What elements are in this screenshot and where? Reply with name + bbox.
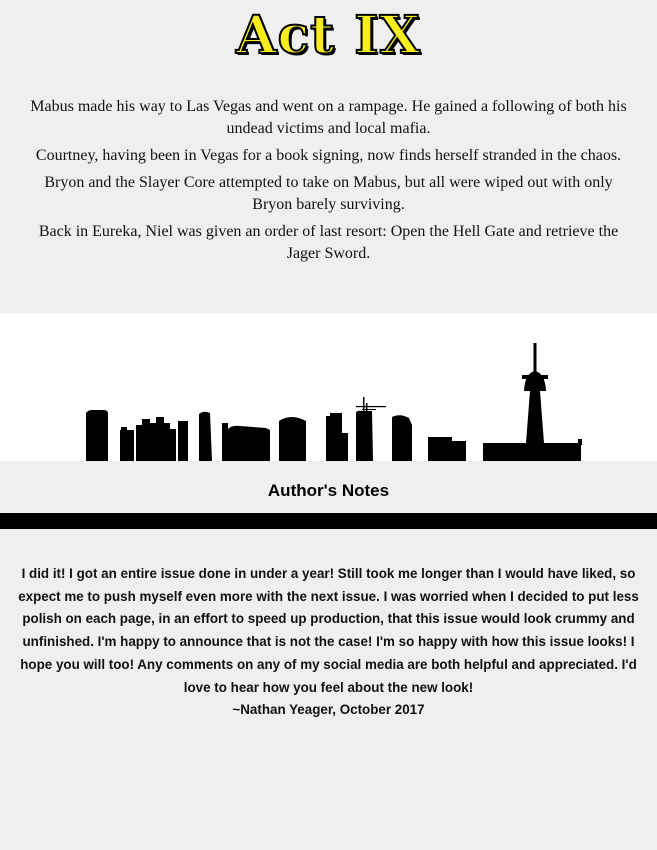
skyline-building [228,426,270,461]
authors-notes-heading: Author's Notes [267,481,390,500]
skyline-building [326,413,348,461]
skyline-banner [0,313,657,461]
authors-notes-text: I did it! I got an entire issue done in under a year! Still took me longer than I would have liked, so expect me to push myself even more with the next issue. I was worried when I decided to put less polish on each page, in an effort to speed up production, that this issue would look crummy and unfinished. I'm happy to announce that is not the case! I'm so happy with how this issue looks! I hope you will too! Any comments on any of my social media are both helpful and appreciated. I'd love to hear how you feel about the new look! [18,566,639,695]
authors-notes-signature: ~Nathan Yeager, October 2017 [232,702,425,718]
summary-paragraph: Courtney, having been in Vegas for a book signing, now finds herself stranded in the chaos. [35,147,622,164]
skyline-building [279,417,306,461]
skyline-antenna [362,409,376,410]
section-divider [0,513,657,529]
skyline-antenna [356,406,386,407]
skyline-building [578,439,582,445]
skyline-building [428,437,452,461]
authors-notes-section [0,461,657,850]
skyline-tower [522,375,548,379]
skyline-tower [526,391,544,443]
summary-paragraph: Back in Eureka, Niel was given an order of last resort: Open the Hell Gate and retrieve the Jager Sword. [38,223,619,262]
summary-paragraph: Mabus made his way to Las Vegas and went on a rampage. He gained a following of both his undead victims and local mafia. [30,98,627,137]
skyline-building [86,410,108,461]
act-summary [30,96,627,270]
skyline-building [356,411,373,461]
skyline-building [452,441,466,461]
skyline-tower [534,343,537,373]
skyline-building [178,421,188,461]
skyline-building [120,430,134,461]
skyline-building [222,423,228,461]
skyline-building [136,417,176,461]
act-title: Act IX [236,5,421,66]
skyline-building [121,427,127,431]
skyline-building [483,443,581,461]
authors-notes-body [14,563,643,722]
summary-paragraph: Bryon and the Slayer Core attempted to take on Mabus, but all were wiped out with only Bryon barely surviving. [44,174,613,213]
skyline-building [392,415,412,461]
skyline-antenna [363,397,365,411]
skyline-tower [524,371,546,391]
skyline-building [199,412,212,461]
summary-section [0,0,657,313]
city-skyline-illustration [0,313,657,461]
